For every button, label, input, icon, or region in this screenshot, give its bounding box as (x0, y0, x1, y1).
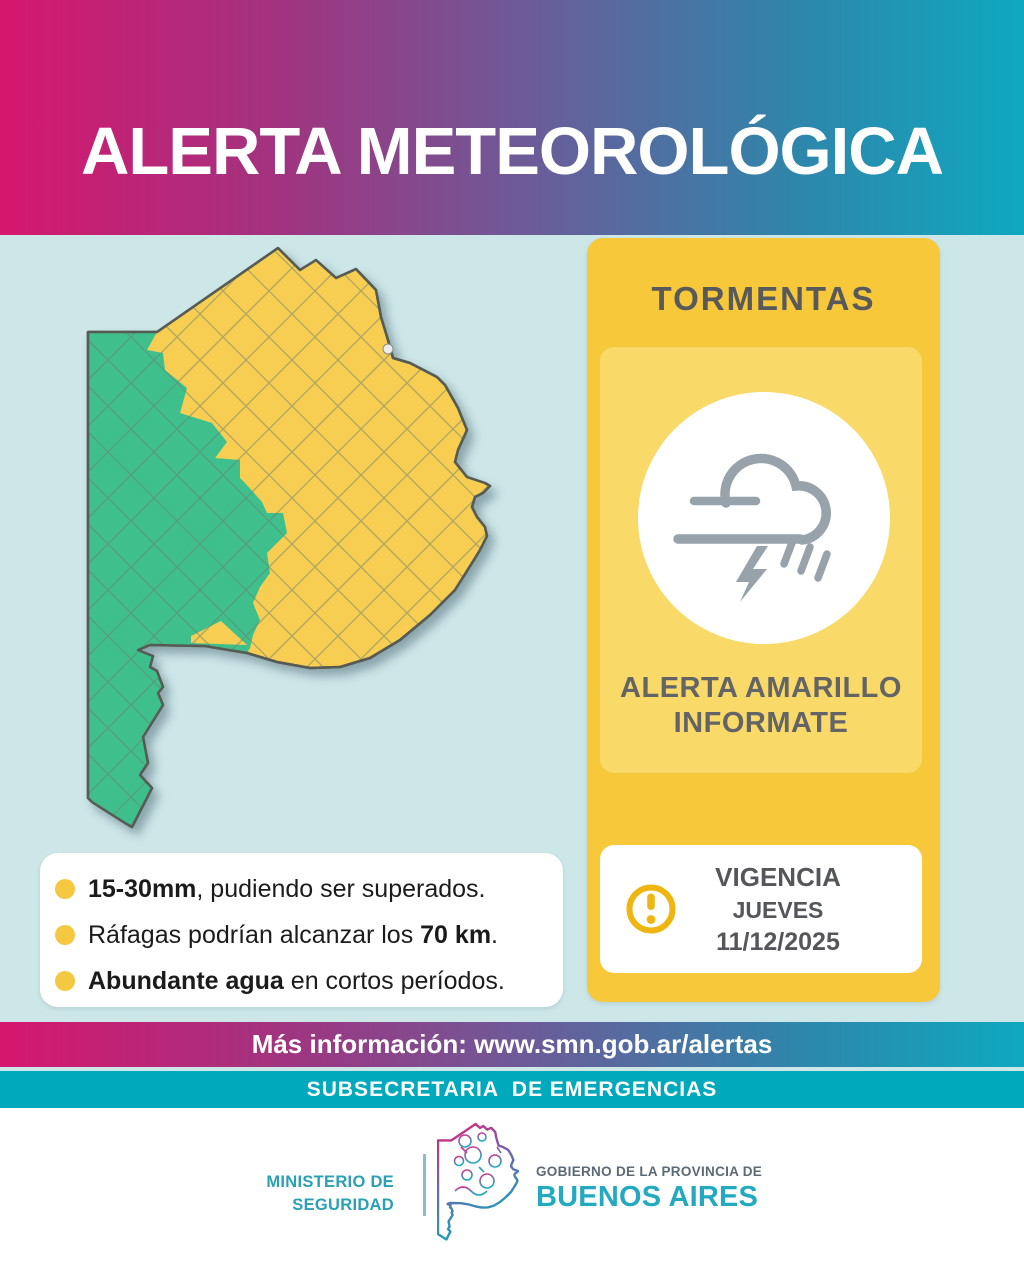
bullet-icon (55, 879, 75, 899)
validity-date: 11/12/2025 (716, 927, 840, 956)
footer (0, 1108, 1024, 1280)
alert-level-panel (600, 347, 922, 773)
footer-divider (423, 1154, 426, 1216)
government-line2: BUENOS AIRES (536, 1181, 759, 1213)
government-line1: GOBIERNO DE LA PROVINCIA DE (536, 1164, 763, 1179)
ministry-line1: MINISTERIO DE (266, 1173, 394, 1191)
page-title: ALERTA METEOROLÓGICA (80, 114, 944, 189)
buenos-aires-province-map (85, 245, 515, 845)
warning-exclamation-icon (622, 880, 680, 938)
ministry-line2: SEGURIDAD (292, 1196, 394, 1215)
main-content (0, 235, 1024, 1022)
ministry-label (266, 1171, 394, 1218)
header-banner (0, 0, 1024, 235)
city-dot (383, 344, 393, 354)
detail-item (55, 958, 553, 1004)
detail-item (55, 912, 553, 958)
validity-label: VIGENCIA (715, 861, 841, 892)
alert-level-text (600, 671, 922, 742)
detail-text: Abundante agua en cortos períodos. (88, 966, 505, 995)
detail-item (55, 866, 553, 912)
map-municipal-borders (88, 248, 490, 827)
hazard-title: TORMENTAS (651, 280, 876, 317)
validity-day: JUEVES (732, 896, 824, 923)
government-label (536, 1164, 762, 1214)
emergencies-banner-text: SUBSECRETARIA DE EMERGENCIAS (306, 1077, 718, 1101)
buenos-aires-province-logo (437, 1122, 523, 1246)
emergencies-banner (0, 1071, 1024, 1108)
alert-level-line2: INFORMATE (673, 707, 849, 740)
detail-text: Ráfagas podrían alcanzar los 70 km. (88, 920, 498, 949)
storm-cloud-icon (664, 418, 864, 618)
validity-card (600, 845, 922, 973)
validity-text (680, 862, 922, 957)
bullet-icon (55, 971, 75, 991)
storm-icon-circle (638, 392, 890, 644)
detail-text: 15-30mm, pudiendo ser superados. (88, 874, 486, 903)
alert-card (587, 238, 940, 1002)
more-info-text: Más información: www.smn.gob.ar/alertas (251, 1029, 773, 1059)
alert-level-line1: ALERTA AMARILLO (620, 672, 902, 704)
alert-details-card (40, 853, 563, 1007)
more-info-banner (0, 1022, 1024, 1067)
bullet-icon (55, 925, 75, 945)
